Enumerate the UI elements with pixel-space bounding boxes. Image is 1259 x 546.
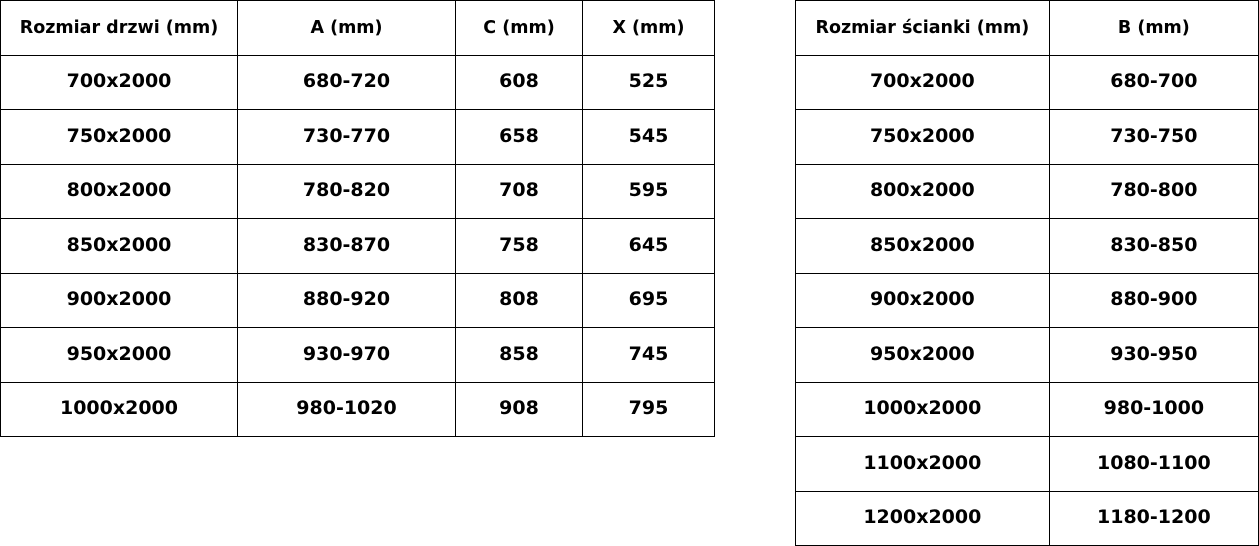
cell-b: 780-800 [1049, 164, 1258, 219]
walls-size-table [795, 0, 1259, 546]
table-row [796, 219, 1259, 274]
doors-size-table [0, 0, 715, 437]
column-header-c: C (mm) [456, 1, 583, 56]
cell-x: 595 [583, 164, 715, 219]
cell-a: 780-820 [238, 164, 456, 219]
cell-wall-size: 800x2000 [796, 164, 1050, 219]
cell-c: 908 [456, 382, 583, 437]
cell-a: 880-920 [238, 273, 456, 328]
cell-wall-size: 900x2000 [796, 273, 1050, 328]
cell-door-size: 900x2000 [1, 273, 238, 328]
cell-x: 745 [583, 328, 715, 383]
cell-wall-size: 1100x2000 [796, 437, 1050, 492]
table-row [796, 328, 1259, 383]
cell-b: 980-1000 [1049, 382, 1258, 437]
cell-door-size: 800x2000 [1, 164, 238, 219]
cell-door-size: 850x2000 [1, 219, 238, 274]
table-row [796, 273, 1259, 328]
table-row [796, 491, 1259, 546]
doors-size-table-container [0, 0, 715, 437]
cell-a: 930-970 [238, 328, 456, 383]
cell-wall-size: 1000x2000 [796, 382, 1050, 437]
cell-x: 545 [583, 110, 715, 165]
table-row [1, 55, 715, 110]
table-row [1, 110, 715, 165]
column-header-b: B (mm) [1049, 1, 1258, 56]
table-row [796, 164, 1259, 219]
cell-c: 808 [456, 273, 583, 328]
table-row [796, 382, 1259, 437]
table-row [1, 382, 715, 437]
cell-a: 730-770 [238, 110, 456, 165]
cell-door-size: 750x2000 [1, 110, 238, 165]
column-header-a: A (mm) [238, 1, 456, 56]
cell-c: 708 [456, 164, 583, 219]
table-header-row [796, 1, 1259, 56]
cell-wall-size: 700x2000 [796, 55, 1050, 110]
table-row [796, 55, 1259, 110]
cell-b: 830-850 [1049, 219, 1258, 274]
cell-wall-size: 1200x2000 [796, 491, 1050, 546]
cell-a: 830-870 [238, 219, 456, 274]
table-row [1, 273, 715, 328]
table-row [1, 219, 715, 274]
cell-c: 658 [456, 110, 583, 165]
cell-x: 695 [583, 273, 715, 328]
cell-door-size: 1000x2000 [1, 382, 238, 437]
table-row [796, 110, 1259, 165]
column-header-wall-size: Rozmiar ścianki (mm) [796, 1, 1050, 56]
table-row [1, 164, 715, 219]
table-header-row [1, 1, 715, 56]
cell-x: 645 [583, 219, 715, 274]
table-row [1, 328, 715, 383]
cell-wall-size: 750x2000 [796, 110, 1050, 165]
cell-b: 1180-1200 [1049, 491, 1258, 546]
cell-b: 1080-1100 [1049, 437, 1258, 492]
table-row [796, 437, 1259, 492]
cell-door-size: 950x2000 [1, 328, 238, 383]
cell-b: 680-700 [1049, 55, 1258, 110]
cell-c: 858 [456, 328, 583, 383]
cell-a: 680-720 [238, 55, 456, 110]
column-header-door-size: Rozmiar drzwi (mm) [1, 1, 238, 56]
cell-door-size: 700x2000 [1, 55, 238, 110]
column-header-x: X (mm) [583, 1, 715, 56]
cell-b: 930-950 [1049, 328, 1258, 383]
cell-c: 758 [456, 219, 583, 274]
cell-wall-size: 950x2000 [796, 328, 1050, 383]
cell-x: 795 [583, 382, 715, 437]
cell-a: 980-1020 [238, 382, 456, 437]
cell-x: 525 [583, 55, 715, 110]
cell-wall-size: 850x2000 [796, 219, 1050, 274]
cell-b: 730-750 [1049, 110, 1258, 165]
cell-c: 608 [456, 55, 583, 110]
walls-size-table-container [795, 0, 1259, 546]
cell-b: 880-900 [1049, 273, 1258, 328]
